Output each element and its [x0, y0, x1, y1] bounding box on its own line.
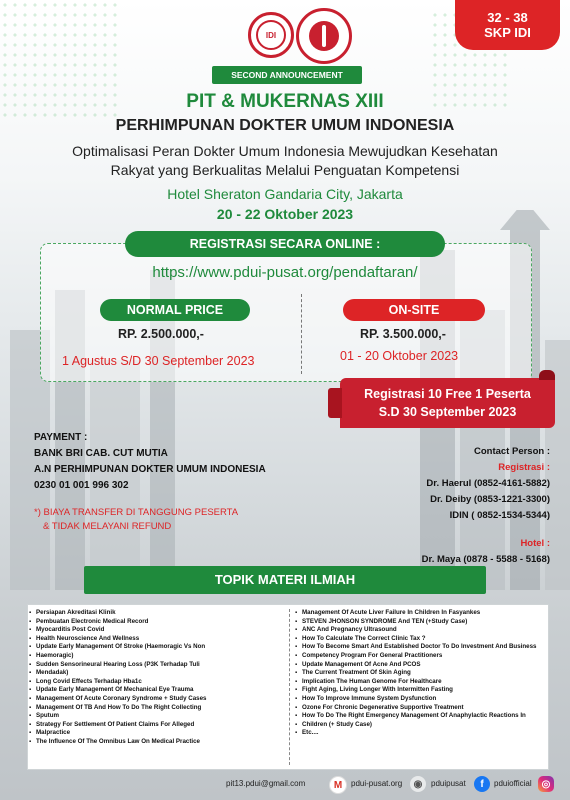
topic-item: ▪ Persiapan Akreditasi Klinik	[36, 609, 274, 618]
topic-item: ▪ Long Covid Effects Terhadap Hba1c	[36, 678, 274, 687]
topic-item: ▪ Strategy For Settlement Of Patient Claims For Alleged	[36, 721, 274, 730]
topics-heading: TOPIK MATERI ILMIAH	[84, 566, 486, 594]
group-promo-ribbon	[340, 378, 555, 428]
contact-person-1: Dr. Haerul (0852-4161-5882)	[426, 478, 550, 489]
onsite-price-value: RP. 3.500.000,-	[360, 327, 446, 341]
price-divider	[301, 294, 302, 374]
footer-email[interactable]: pit13.pdui@gmail.com	[226, 779, 306, 788]
topic-item: ▪ Fight Aging, Living Longer With Intermitten Fasting	[302, 686, 548, 695]
pdui-logo	[296, 8, 352, 64]
payment-note-line-1: *) BIAYA TRANSFER DI TANGGUNG PESERTA	[34, 507, 239, 518]
topic-item: ▪ Ozone For Chronic Degenerative Supportive Treatment	[302, 704, 548, 713]
contact-hotel-label: Hotel :	[520, 538, 550, 549]
topic-item: ▪ Malpractice	[36, 729, 274, 738]
topic-item: ▪ Competency Program For General Practitioners	[302, 652, 548, 661]
payment-note	[34, 506, 238, 534]
topic-item: ▪ How To Become Smart And Established Doctor To Do Investment And Business	[302, 643, 548, 652]
event-dates: 20 - 22 Oktober 2023	[216, 206, 354, 222]
footer-handle-2[interactable]: pduiofficial	[494, 779, 532, 788]
payment-info	[34, 430, 266, 494]
payment-account-name: A.N PERHIMPUNAN DOKTER UMUM INDONESIA	[34, 464, 266, 475]
topic-item: ▪ Update Management Of Acne And PCOS	[302, 661, 548, 670]
event-theme	[20, 142, 550, 180]
topic-item: ▪ The Current Treatment Of Skin Aging	[302, 669, 548, 678]
theme-line-1: Optimalisasi Peran Dokter Umum Indonesia Mewujudkan Kesehatan	[72, 143, 498, 159]
topic-item: ▪ Mendadak)	[36, 669, 274, 678]
topic-item: ▪ Haemoragic)	[36, 652, 274, 661]
contact-person-4: Dr. Maya (0878 - 5588 - 5168)	[421, 554, 550, 565]
footer-handle-1[interactable]: pduipusat	[431, 779, 466, 788]
topic-item: ▪ Etc....	[302, 729, 548, 738]
instagram-icon[interactable]: ◎	[538, 776, 554, 792]
theme-line-2: Rakyat yang Berkualitas Melalui Penguatan Kompetensi	[110, 162, 460, 178]
skp-badge	[455, 0, 560, 50]
footer-website[interactable]: pdui-pusat.org	[351, 779, 403, 788]
onsite-price-period: 01 - 20 Oktober 2023	[340, 349, 459, 363]
topic-item: ▪ Update Early Management Of Mechanical Eye Trauma	[36, 686, 274, 695]
contact-registration-label: Registrasi :	[498, 462, 550, 473]
registration-heading: REGISTRASI SECARA ONLINE :	[125, 231, 445, 257]
topic-item: ▪ Health Neuroscience And Wellness	[36, 635, 274, 644]
normal-price-label: NORMAL PRICE	[100, 299, 250, 321]
caduceus-icon	[322, 25, 326, 47]
topic-item: ▪ STEVEN JHONSON SYNDROME And TEN (+Study Case)	[302, 618, 548, 627]
promo-line-2: S.D 30 September 2023	[378, 405, 517, 419]
topics-box	[27, 604, 549, 770]
payment-label: PAYMENT :	[34, 432, 88, 443]
payment-account-number: 0230 01 001 996 302	[34, 480, 129, 491]
event-title: PIT & MUKERNAS XIII	[186, 91, 384, 112]
topic-item: ▪ How To Do The Right Emergency Management Of Anaphylactic Reactions In	[302, 712, 548, 721]
globe-icon: ◉	[410, 776, 426, 792]
normal-price-value: RP. 2.500.000,-	[118, 327, 204, 341]
topic-item: ▪ Sputum	[36, 712, 274, 721]
facebook-icon[interactable]: f	[474, 776, 490, 792]
topic-item: ▪ Management Of Acute Coronary Syndrome + Study Cases	[36, 695, 274, 704]
registration-link[interactable]: https://www.pdui-pusat.org/pendaftaran/	[152, 264, 418, 281]
topics-right-list	[294, 609, 548, 738]
topic-item: ▪ Management Of Acute Liver Failure In Children In Fasyankes	[302, 609, 548, 618]
idi-logo	[248, 12, 294, 58]
contact-info	[422, 444, 550, 568]
gmail-icon: M	[329, 776, 347, 794]
event-venue: Hotel Sheraton Gandaria City, Jakarta	[167, 186, 403, 202]
skp-label: SKP IDI	[484, 25, 531, 40]
footer	[0, 770, 570, 800]
organization-name: PERHIMPUNAN DOKTER UMUM INDONESIA	[115, 117, 455, 134]
normal-price-period: 1 Agustus S/D 30 September 2023	[62, 354, 255, 368]
announcement-ribbon: SECOND ANNOUNCEMENT	[212, 66, 362, 84]
topic-item: ▪ Management Of TB And How To Do The Right Collecting	[36, 704, 274, 713]
topic-item: ▪ Pembuatan Electronic Medical Record	[36, 618, 274, 627]
topic-item: ▪ How To Improve Immune System Dysfunction	[302, 695, 548, 704]
contact-label: Contact Person :	[473, 446, 550, 457]
contact-person-2: Dr. Deiby (0853-1221-3300)	[430, 494, 550, 505]
topics-left-list	[28, 609, 274, 747]
payment-bank: BANK BRI CAB. CUT MUTIA	[34, 448, 168, 459]
topic-item: ▪ Update Early Management Of Stroke (Haemoragic Vs Non	[36, 643, 274, 652]
topic-item: ▪ Myocarditis Post Covid	[36, 626, 274, 635]
promo-line-1: Registrasi 10 Free 1 Peserta	[364, 387, 531, 401]
topic-item: ▪ Implication The Human Genome For Healthcare	[302, 678, 548, 687]
topic-item: ▪ Children (+ Study Case)	[302, 721, 548, 730]
onsite-price-label: ON-SITE	[343, 299, 485, 321]
topic-item: ▪ Sudden Sensorineural Hearing Loss (P3K Terhadap Tuli	[36, 661, 274, 670]
topics-divider	[289, 609, 290, 765]
contact-person-3: IDIN ( 0852-1534-5344)	[449, 510, 550, 521]
topic-item: ▪ The Influence Of The Omnibus Law On Medical Practice	[36, 738, 274, 747]
payment-note-line-2: & TIDAK MELAYANI REFUND	[43, 521, 172, 532]
idi-logo-text: IDI	[265, 30, 277, 40]
topic-item: ▪ ANC And Pregnancy Ultrasound	[302, 626, 548, 635]
topic-item: ▪ How To Calculate The Correct Clinic Tax ?	[302, 635, 548, 644]
skp-range: 32 - 38	[487, 10, 528, 25]
